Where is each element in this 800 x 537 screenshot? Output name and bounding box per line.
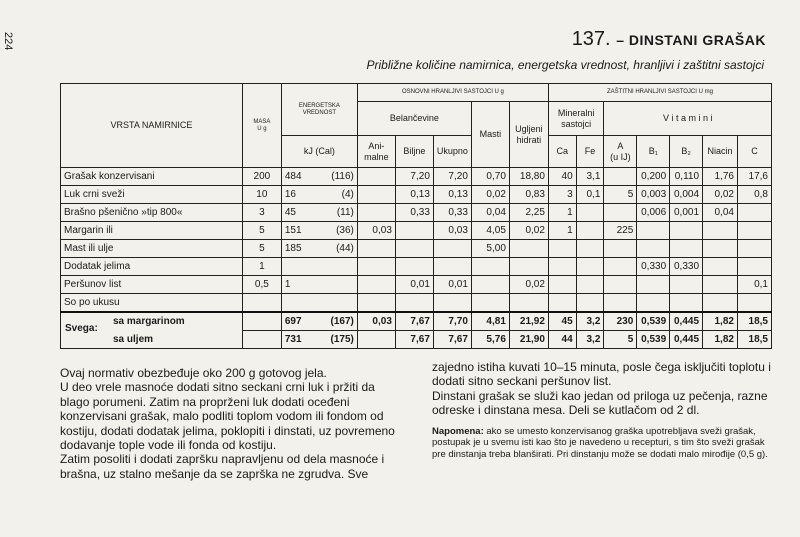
header-b1: B₁	[637, 136, 670, 168]
table-row	[61, 240, 772, 258]
cell-value	[509, 294, 548, 313]
cell-value	[509, 258, 548, 276]
cell-value: 0,110	[670, 168, 703, 186]
cell-kj: 484	[284, 171, 302, 182]
cell-value	[548, 294, 576, 313]
instructions-right	[432, 360, 772, 460]
cell-value	[670, 222, 703, 240]
header-masti: Masti	[471, 102, 509, 168]
cell-value	[604, 168, 637, 186]
cell-energy	[281, 186, 357, 204]
cell-value: 2,25	[509, 204, 548, 222]
cell-value	[395, 222, 433, 240]
total-variant: sa uljem	[113, 333, 154, 345]
note-text: ako se umesto konzervisanog graška upotrebljava sveži grašak, postupak je u svemu isti kao što je navedeno u recepturi, s tim što sveži grašak pre dinstanja treba blanširati. Pri dinstanju može se dodati malo mirođije (0,5 g).	[432, 425, 768, 460]
cell-value	[576, 258, 604, 276]
cell-kj: 731	[284, 334, 302, 345]
header-zastitni: ZAŠTITNI HRANLJIVI SASTOJCI U mg	[548, 84, 771, 102]
cell-value	[471, 294, 509, 313]
table-row	[61, 258, 772, 276]
cell-value	[604, 276, 637, 294]
note-label: Napomena:	[432, 425, 484, 437]
cell-value: 0,13	[433, 186, 471, 204]
cell-value	[670, 294, 703, 313]
cell-total-label	[61, 312, 243, 334]
cell-value: 3,2	[576, 331, 604, 349]
cell-value: 0,03	[357, 222, 395, 240]
cell-masa: 5	[242, 240, 281, 258]
cell-value: 3,2	[576, 312, 604, 331]
cell-value: 0,01	[395, 276, 433, 294]
cell-value	[357, 331, 395, 349]
header-osnovni: OSNOVNI HRANLJIVI SASTOJCI U g	[357, 84, 548, 102]
cell-value	[548, 276, 576, 294]
cell-value: 0,006	[637, 204, 670, 222]
cell-value	[357, 294, 395, 313]
cell-value: 5,00	[471, 240, 509, 258]
cell-kj: 697	[284, 316, 302, 327]
cell-value	[703, 240, 738, 258]
cell-value: 1	[548, 222, 576, 240]
header-masa: MASA U g	[242, 84, 281, 168]
cell-energy	[281, 258, 357, 276]
table-subtitle: Približne količine namirnica, energetska vrednost, hranljivi i zaštitni sastojci	[366, 58, 764, 72]
cell-ingredient: Luk crni sveži	[61, 186, 243, 204]
cell-energy	[281, 204, 357, 222]
total-row	[61, 331, 772, 349]
paragraph: zajedno istiha kuvati 10–15 minuta, posle čega isključiti toplotu i dodati sitno seckani peršunov list.	[432, 360, 771, 389]
cell-energy	[281, 331, 357, 349]
cell-value: 7,67	[433, 331, 471, 349]
page-number: 224	[2, 32, 14, 51]
cell-value	[737, 258, 771, 276]
cell-value	[670, 276, 703, 294]
header-fe: Fe	[576, 136, 604, 168]
cell-value	[576, 294, 604, 313]
cell-value: 0,02	[471, 186, 509, 204]
cell-value: 44	[548, 331, 576, 349]
cell-value: 0,445	[670, 312, 703, 331]
cell-value: 3	[548, 186, 576, 204]
cell-masa	[242, 294, 281, 313]
cell-value	[637, 240, 670, 258]
recipe-name: – DINSTANI GRAŠAK	[616, 32, 766, 48]
cell-value	[604, 258, 637, 276]
cell-value: 7,70	[433, 312, 471, 331]
cell-ingredient: So po ukusu	[61, 294, 243, 313]
cell-value: 1,82	[703, 331, 738, 349]
cell-masa	[242, 312, 281, 331]
cell-value: 0,1	[737, 276, 771, 294]
cell-value: 0,01	[433, 276, 471, 294]
cell-value: 0,33	[433, 204, 471, 222]
table-row	[61, 294, 772, 313]
cell-value	[576, 240, 604, 258]
cell-value	[637, 276, 670, 294]
cell-value	[637, 294, 670, 313]
cell-value: 18,5	[737, 312, 771, 331]
cell-value	[703, 222, 738, 240]
cell-value	[604, 204, 637, 222]
cell-value: 4,05	[471, 222, 509, 240]
cell-value: 0,004	[670, 186, 703, 204]
cell-value	[670, 240, 703, 258]
cell-cal: (175)	[330, 334, 354, 345]
cell-value: 7,67	[395, 312, 433, 331]
total-row	[61, 312, 772, 331]
cell-kj: 16	[284, 189, 296, 200]
nutrition-table	[60, 83, 772, 349]
table-row	[61, 276, 772, 294]
cell-kj: 45	[284, 207, 296, 218]
cell-value	[604, 294, 637, 313]
cell-value	[737, 240, 771, 258]
cell-value	[357, 204, 395, 222]
cell-value: 0,8	[737, 186, 771, 204]
cell-value	[395, 240, 433, 258]
cell-value: 0,04	[471, 204, 509, 222]
cell-cal: (167)	[330, 316, 354, 327]
cell-energy	[281, 240, 357, 258]
cell-value: 21,92	[509, 312, 548, 331]
cell-value	[471, 276, 509, 294]
cell-value	[637, 222, 670, 240]
cell-value: 0,70	[471, 168, 509, 186]
cell-kj: 1	[284, 279, 291, 290]
cell-value: 18,5	[737, 331, 771, 349]
paragraph: Ovaj normativ obezbeđuje oko 200 g gotovog jela.	[60, 366, 327, 380]
cell-value	[548, 240, 576, 258]
cell-value: 0,445	[670, 331, 703, 349]
cell-value: 1	[548, 204, 576, 222]
cell-ingredient: Grašak konzervisani	[61, 168, 243, 186]
table-row	[61, 204, 772, 222]
instructions-left	[60, 366, 400, 481]
cell-value	[703, 276, 738, 294]
table-row	[61, 168, 772, 186]
cell-value: 17,6	[737, 168, 771, 186]
cell-value	[576, 276, 604, 294]
cell-value: 18,80	[509, 168, 548, 186]
cell-kj: 151	[284, 225, 302, 236]
cell-value: 0,02	[509, 276, 548, 294]
cell-value	[357, 186, 395, 204]
cell-value	[395, 258, 433, 276]
cell-value	[604, 240, 637, 258]
cell-value: 0,02	[703, 186, 738, 204]
cell-value: 5	[604, 186, 637, 204]
cell-masa: 10	[242, 186, 281, 204]
cell-ingredient: Dodatak jelima	[61, 258, 243, 276]
cell-value: 7,67	[395, 331, 433, 349]
svega-label: Svega:	[65, 323, 98, 334]
cell-value: 0,1	[576, 186, 604, 204]
cell-masa: 3	[242, 204, 281, 222]
header-b2: B₂	[670, 136, 703, 168]
header-a: A (u IJ)	[604, 136, 637, 168]
cell-value: 0,539	[637, 331, 670, 349]
header-belancevine: Belančevine	[357, 102, 471, 136]
cell-value: 0,13	[395, 186, 433, 204]
cell-value: 0,539	[637, 312, 670, 331]
recipe-title	[572, 28, 766, 51]
cell-value	[576, 222, 604, 240]
cell-value: 7,20	[433, 168, 471, 186]
cell-value: 0,03	[433, 222, 471, 240]
cell-value	[737, 222, 771, 240]
header-mineralni: Mineralni sastojci	[548, 102, 603, 136]
header-ugljeni: Ugljeni hidrati	[509, 102, 548, 168]
cell-value: 1,76	[703, 168, 738, 186]
cell-value: 21,90	[509, 331, 548, 349]
table-row	[61, 186, 772, 204]
cell-total-label	[61, 331, 243, 349]
recipe-number: 137.	[571, 28, 611, 50]
cell-value: 0,200	[637, 168, 670, 186]
cell-energy	[281, 294, 357, 313]
cell-value: 0,04	[703, 204, 738, 222]
cell-value	[357, 258, 395, 276]
cell-value	[357, 276, 395, 294]
header-vrsta: VRSTA NAMIRNICE	[61, 84, 243, 168]
cell-value	[395, 294, 433, 313]
cell-value: 225	[604, 222, 637, 240]
cell-value	[703, 294, 738, 313]
header-biljne: Biljne	[395, 136, 433, 168]
header-ukupno: Ukupno	[433, 136, 471, 168]
cell-value: 230	[604, 312, 637, 331]
cell-cal: (116)	[331, 171, 354, 182]
cell-ingredient: Mast ili ulje	[61, 240, 243, 258]
cell-ingredient: Peršunov list	[61, 276, 243, 294]
paragraph: Zatim posoliti i dodati zapršku napravljenu od dela masnoće i brašna, uz stalno mešanje da se zaprška ne zgrudva. Sve	[60, 452, 385, 481]
header-animalne: Ani- malne	[357, 136, 395, 168]
cell-energy	[281, 222, 357, 240]
cell-masa: 1	[242, 258, 281, 276]
cell-value: 3,1	[576, 168, 604, 186]
cell-value: 45	[548, 312, 576, 331]
cell-value: 0,330	[637, 258, 670, 276]
total-variant: sa margarinom	[113, 316, 185, 328]
cell-value	[433, 258, 471, 276]
cell-ingredient: Brašno pšenično »tip 800«	[61, 204, 243, 222]
cell-value	[737, 294, 771, 313]
cell-value	[357, 168, 395, 186]
header-kj: kJ (Cal)	[281, 136, 357, 168]
cell-value: 0,330	[670, 258, 703, 276]
cell-value: 1,82	[703, 312, 738, 331]
cell-energy	[281, 312, 357, 331]
cell-value: 4,81	[471, 312, 509, 331]
cell-ingredient: Margarin ili	[61, 222, 243, 240]
header-vitamini: V i t a m i n i	[604, 102, 772, 136]
cell-cal: (44)	[336, 243, 354, 254]
note	[432, 426, 772, 461]
cell-value: 5	[604, 331, 637, 349]
cell-value: 0,33	[395, 204, 433, 222]
cell-energy	[281, 168, 357, 186]
cell-value	[703, 258, 738, 276]
cell-value	[576, 204, 604, 222]
cell-value	[548, 258, 576, 276]
cell-value	[433, 240, 471, 258]
cell-energy	[281, 276, 357, 294]
header-energetska: ENERGETSKA VREDNOST	[281, 84, 357, 136]
header-niacin: Niacin	[703, 136, 738, 168]
cell-masa	[242, 331, 281, 349]
paragraph: U deo vrele masnoće dodati sitno seckani crni luk i pržiti da blago porumeni. Zatim na proprženi luk dodati oceđeni konzervisani grašak, malo podliti toplom vodom ili fondom od kostiju, dodati dodatak jelima, poklopiti i dinstati, uz povremeno dodavanje tople vode ili fonda od kostiju.	[60, 380, 395, 453]
cell-cal: (11)	[336, 207, 354, 218]
cell-value: 7,20	[395, 168, 433, 186]
cell-value: 0,03	[357, 312, 395, 331]
header-ca: Ca	[548, 136, 576, 168]
cell-cal: (36)	[336, 225, 354, 236]
cell-value	[509, 240, 548, 258]
header-c: C	[737, 136, 771, 168]
cell-masa: 5	[242, 222, 281, 240]
cell-value	[357, 240, 395, 258]
cell-value	[471, 258, 509, 276]
paragraph: Dinstani grašak se služi kao jedan od priloga uz pečenja, razne odreske i dinstana mesa. Deli se kutlačom od 2 dl.	[432, 388, 768, 418]
cell-value: 0,003	[637, 186, 670, 204]
cell-masa: 200	[242, 168, 281, 186]
cell-value: 40	[548, 168, 576, 186]
cell-value	[737, 204, 771, 222]
cell-masa: 0,5	[242, 276, 281, 294]
cell-value	[433, 294, 471, 313]
cell-value: 0,001	[670, 204, 703, 222]
cell-value: 0,83	[509, 186, 548, 204]
cell-value: 0,02	[509, 222, 548, 240]
table-row	[61, 222, 772, 240]
cell-value: 5,76	[471, 331, 509, 349]
cell-kj: 185	[284, 243, 302, 254]
cell-cal: (4)	[341, 189, 354, 200]
